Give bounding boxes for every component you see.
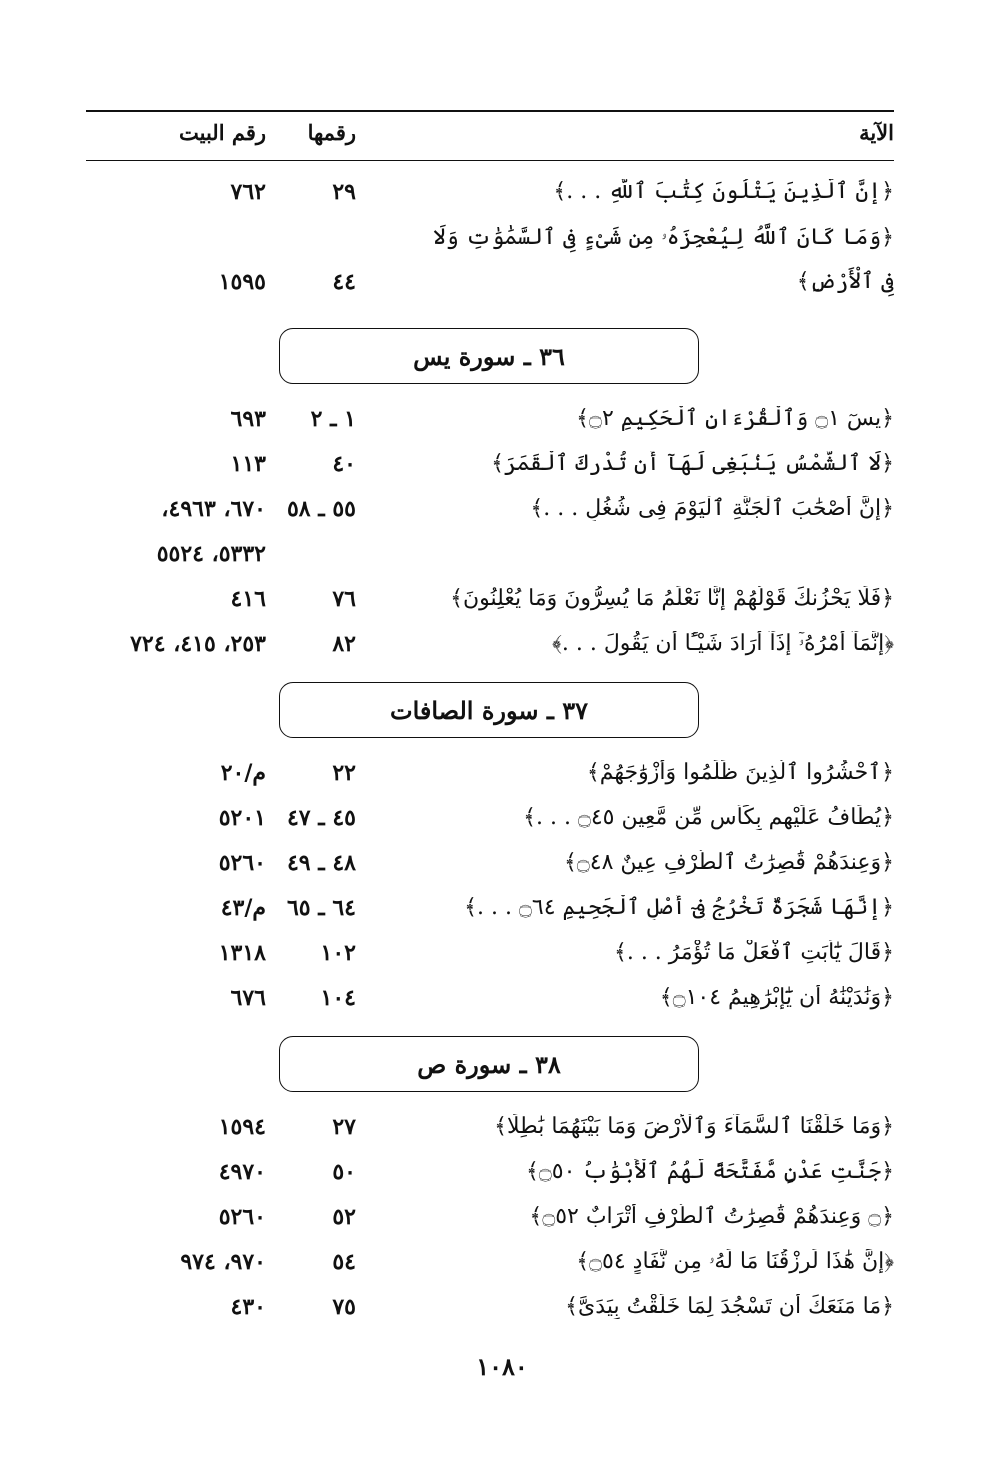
ayah-number: ٥٠ <box>332 1159 356 1185</box>
ayah-number: ٤٥ ـ ٤٧ <box>286 805 356 831</box>
ayah-text: ﴿وَنَٰدَيْنَٰهُ أَن يَٰٓإِبْرَٰهِيمُ ۝١٠٤﴾ <box>659 985 894 1010</box>
index-page <box>86 110 894 1331</box>
ayah-number: ٨٢ <box>332 631 356 657</box>
surah-title-box: ٣٧ ـ سورة الصافات <box>279 682 699 738</box>
ayah-number: ٢٧ <box>332 1114 356 1140</box>
ayah-number: ٥٤ <box>332 1249 356 1275</box>
table-row <box>86 216 894 306</box>
verse-number: ٤١٦ <box>230 586 266 612</box>
verse-number: م/٤٣ <box>220 895 266 921</box>
header-number: رقمها <box>307 120 356 145</box>
ayah-text: ﴿إِنَّ أَصْحَٰبَ ٱلْجَنَّةِ ٱلْيَوْمَ فِى شُغُلٍ . . .﴾ <box>530 496 894 521</box>
verse-number: ٥٢٦٠ <box>218 850 266 876</box>
table-row <box>86 752 894 797</box>
table-row <box>86 533 894 578</box>
ayah-text: ﴿إِنَّ ٱلَّذِينَ يَتْلُونَ كِتَٰبَ ٱللَّهِ . . .﴾ <box>553 179 894 204</box>
ayah-text: ﴿وَمَا خَلَقْنَا ٱلسَّمَآءَ وَٱلْأَرْضَ وَمَا بَيْنَهُمَا بَٰطِلًا﴾ <box>494 1114 894 1139</box>
page-number: ١٠٨٠ <box>476 1352 528 1381</box>
ayah-number: ٤٤ <box>332 269 356 295</box>
section-continuation <box>86 171 894 306</box>
table-row <box>86 398 894 443</box>
ayah-text: ﴿۝ وَعِندَهُمْ قَٰصِرَٰتُ ٱلطَّرْفِ أَتْرَابٌ ۝٥٢﴾ <box>529 1204 894 1229</box>
ayah-number: ٦٤ ـ ٦٥ <box>286 895 356 921</box>
ayah-number: ٥٥ ـ ٥٨ <box>286 496 356 522</box>
verse-number: ١٥٩٤ <box>218 1114 266 1140</box>
table-row <box>86 887 894 932</box>
header-verse: رقم البيت <box>179 120 266 145</box>
ayah-text: ﴿إِنَّ هَٰذَا لَرِزْقُنَا مَا لَهُۥ مِن نَّفَادٍ ۝٥٤﴾ <box>576 1249 894 1274</box>
table-row <box>86 1286 894 1331</box>
ayah-text: ﴿يُطَافُ عَلَيْهِم بِكَأْسٍ مِّن مَّعِينٍ ۝٤٥ . . .﴾ <box>523 805 894 830</box>
table-row <box>86 1196 894 1241</box>
verse-number: ٥٢٦٠ <box>218 1204 266 1230</box>
section-saffat <box>86 752 894 1022</box>
table-row <box>86 1241 894 1286</box>
ayah-number: ٤٨ ـ ٤٩ <box>286 850 356 876</box>
ayah-text: ﴿قَالَ يَٰٓأَبَتِ ٱفْعَلْ مَا تُؤْمَرُ . . .﴾ <box>613 940 894 965</box>
ayah-number: ١٠٤ <box>320 985 356 1011</box>
table-row <box>86 1106 894 1151</box>
ayah-text: ﴿فَلَا يَحْزُنكَ قَوْلُهُمْ إِنَّا نَعْلَمُ مَا يُسِرُّونَ وَمَا يُعْلِنُونَ﴾ <box>450 586 894 611</box>
ayah-text: ﴿إِنَّهَا شَجَرَةٌ تَخْرُجُ فِىٓ أَصْلِ ٱلْجَحِيمِ ۝٦٤ . . .﴾ <box>464 895 894 920</box>
verse-number: ١٥٩٥ <box>218 269 266 295</box>
surah-title-box: ٣٨ ـ سورة ص <box>279 1036 699 1092</box>
ayah-number: ١٠٢ <box>320 940 356 966</box>
section-sad <box>86 1106 894 1331</box>
ayah-text: ﴿مَا مَنَعَكَ أَن تَسْجُدَ لِمَا خَلَقْتُ بِيَدَىَّ﴾ <box>565 1294 894 1319</box>
ayah-number: ٢٢ <box>332 760 356 786</box>
ayah-text: ﴿ٱحْشُرُوا ٱلَّذِينَ ظَلَمُوا وَأَزْوَٰجَهُمْ﴾ <box>586 760 894 785</box>
ayah-number: ١ ـ ٢ <box>310 406 356 432</box>
verse-number: ٢٥٣، ٤١٥، ٧٢٤ <box>130 631 266 657</box>
verse-number: ٩٧٠، ٩٧٤ <box>180 1249 266 1275</box>
ayah-number: ٧٥ <box>332 1294 356 1320</box>
ayah-number: ٧٦ <box>332 586 356 612</box>
ayah-text: ﴿لَا ٱلشَّمْسُ يَنۢبَغِى لَهَآ أَن تُدْرِكَ ٱلْقَمَرَ﴾ <box>491 451 894 476</box>
ayah-number: ٤٠ <box>332 451 356 477</box>
table-row <box>86 977 894 1022</box>
section-yasin <box>86 398 894 668</box>
ayah-text: ﴿جَنَّٰتِ عَدْنٍ مُّفَتَّحَةً لَّهُمُ ٱلْأَبْوَٰبُ ۝٥٠﴾ <box>526 1159 894 1184</box>
ayah-text: ﴿إِنَّمَآ أَمْرُهُۥٓ إِذَآ أَرَادَ شَيْـًٔا أَن يَقُولَ . . .﴾ <box>552 631 894 656</box>
verse-number: ٤٣٠ <box>230 1294 266 1320</box>
verse-number: ٥٢٠١ <box>218 805 266 831</box>
ayah-text: ﴿يسٓ ۝١ وَٱلْقُرْءَانِ ٱلْحَكِيمِ ۝٢﴾ <box>576 406 894 431</box>
table-row <box>86 1151 894 1196</box>
table-row <box>86 171 894 216</box>
surah-title-box: ٣٦ ـ سورة يس <box>279 328 699 384</box>
verse-number: ٦٧٦ <box>230 985 266 1011</box>
table-row <box>86 488 894 533</box>
ayah-number: ٥٢ <box>332 1204 356 1230</box>
ayah-number: ٢٩ <box>332 179 356 205</box>
verse-number: ١١٣ <box>230 451 266 477</box>
header-ayah: الآية <box>859 120 894 145</box>
table-row <box>86 842 894 887</box>
verse-number: ١٣١٨ <box>218 940 266 966</box>
verse-number: ٦٧٠، ٤٩٦٣، <box>161 496 266 522</box>
table-row <box>86 932 894 977</box>
verse-number: ٥٣٣٢، ٥٥٢٤ <box>156 541 266 567</box>
table-row <box>86 443 894 488</box>
table-header <box>86 110 894 161</box>
ayah-text: ﴿وَمَا كَانَ ٱللَّهُ لِيُعْجِزَهُۥ مِن شَىْءٍ فِى ٱلسَّمَٰوَٰتِ وَلَا فِى ٱلْأَرْضِ﴾ <box>432 225 894 294</box>
ayah-text: ﴿وَعِندَهُمْ قَٰصِرَٰتُ ٱلطَّرْفِ عِينٌ ۝٤٨﴾ <box>563 850 894 875</box>
verse-number: ٦٩٣ <box>230 406 266 432</box>
verse-number: م/٢٠ <box>220 760 266 786</box>
table-row <box>86 797 894 842</box>
verse-number: ٤٩٧٠ <box>218 1159 266 1185</box>
verse-number: ٧٦٢ <box>230 179 266 205</box>
table-row <box>86 623 894 668</box>
table-row <box>86 578 894 623</box>
